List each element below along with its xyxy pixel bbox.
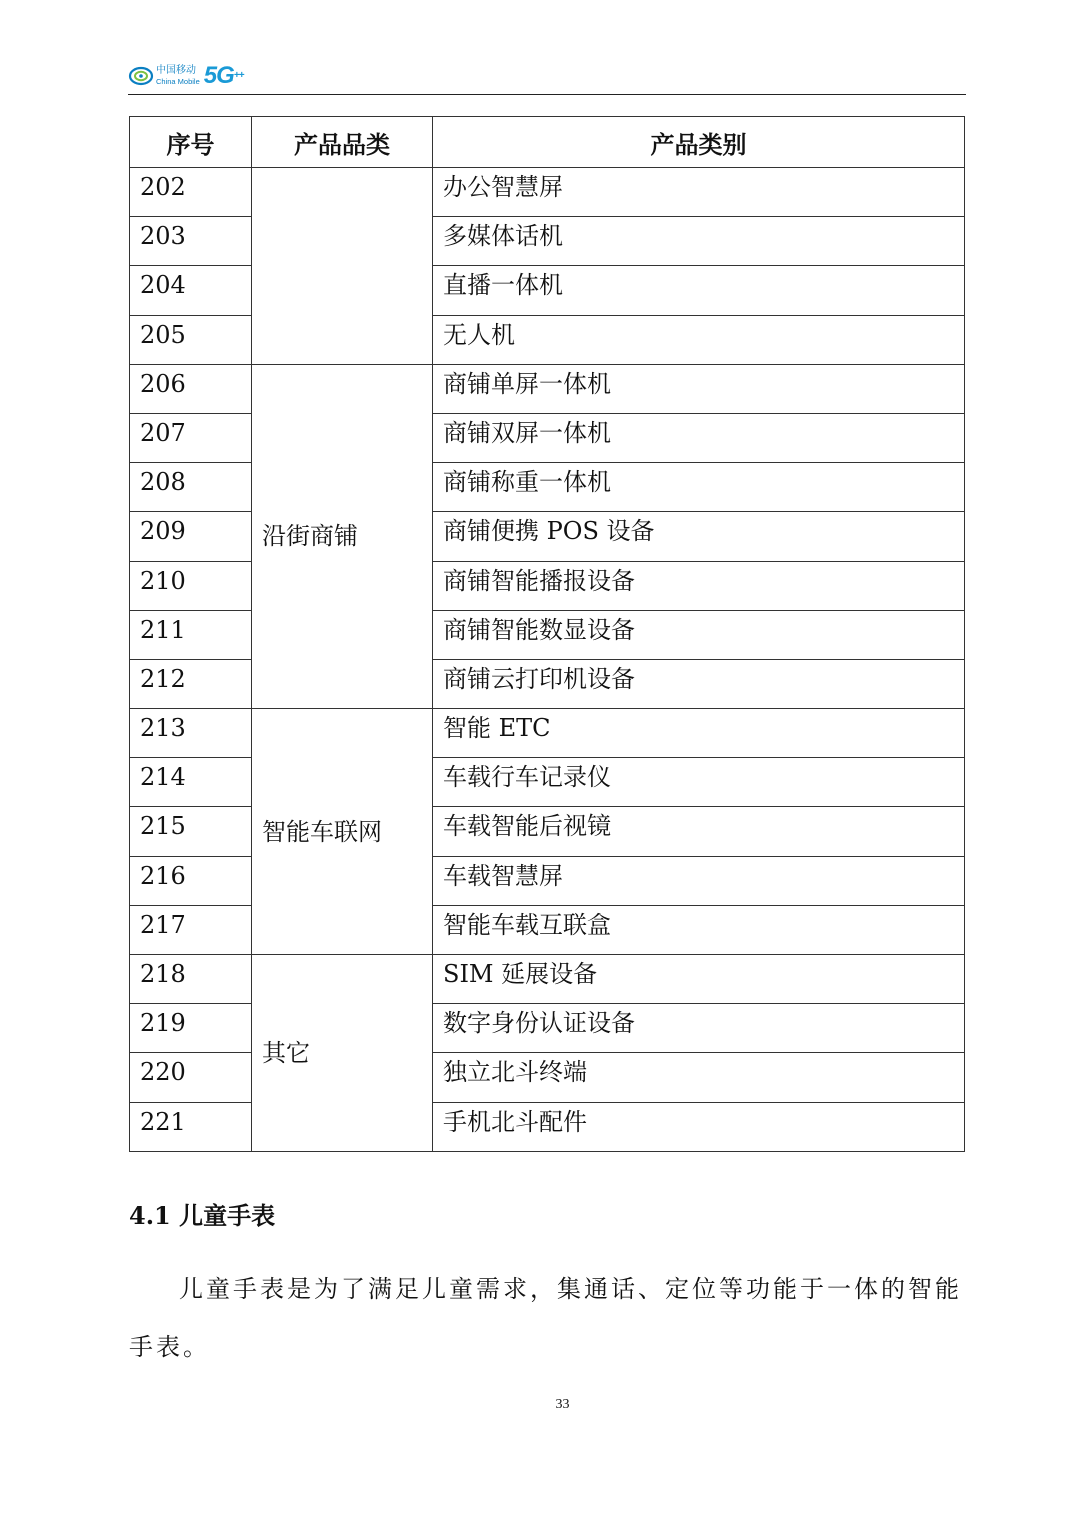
table-row [130, 955, 965, 1004]
product-type-cell: 办公智慧屏 [433, 168, 965, 217]
product-type-cell: 智能车载互联盒 [433, 905, 965, 954]
serial-number-cell: 207 [130, 413, 252, 462]
serial-number-cell: 204 [130, 266, 252, 315]
header-product-category: 产品品类 [252, 117, 433, 168]
product-type-cell: SIM 延展设备 [433, 955, 965, 1004]
serial-number-cell: 221 [130, 1102, 252, 1151]
logo-chinese-name: 中国移动 [156, 65, 196, 76]
product-type-cell: 商铺单屏一体机 [433, 364, 965, 413]
product-type-cell: 商铺智能数显设备 [433, 610, 965, 659]
product-type-cell: 独立北斗终端 [433, 1053, 965, 1102]
serial-number-cell: 217 [130, 905, 252, 954]
table-row [130, 364, 965, 413]
product-type-cell: 车载智能后视镜 [433, 807, 965, 856]
page-header [128, 58, 966, 95]
product-type-cell: 车载智慧屏 [433, 856, 965, 905]
product-type-cell: 直播一体机 [433, 266, 965, 315]
category-cell: 智能车联网 [252, 709, 433, 955]
section-paragraph: 儿童手表是为了满足儿童需求，集通话、定位等功能于一体的智能手表。 [129, 1275, 962, 1361]
product-type-cell: 商铺云打印机设备 [433, 659, 965, 708]
category-cell [252, 168, 433, 365]
category-cell: 其它 [252, 955, 433, 1152]
serial-number-cell: 203 [130, 217, 252, 266]
logo-5g-text: 5G [203, 62, 234, 89]
header-serial-number: 序号 [130, 117, 252, 168]
product-type-cell: 商铺智能播报设备 [433, 561, 965, 610]
serial-number-cell: 212 [130, 659, 252, 708]
product-table [129, 116, 965, 1152]
serial-number-cell: 208 [130, 463, 252, 512]
table-row [130, 709, 965, 758]
china-mobile-logo [128, 64, 243, 88]
product-type-cell: 多媒体话机 [433, 217, 965, 266]
serial-number-cell: 211 [130, 610, 252, 659]
serial-number-cell: 210 [130, 561, 252, 610]
product-type-cell: 商铺称重一体机 [433, 463, 965, 512]
serial-number-cell: 219 [130, 1004, 252, 1053]
product-type-cell: 商铺便携 POS 设备 [433, 512, 965, 561]
page-number: 33 [555, 1397, 570, 1412]
category-cell: 沿街商铺 [252, 364, 433, 708]
serial-number-cell: 209 [130, 512, 252, 561]
table-header-row [130, 117, 965, 168]
serial-number-cell: 215 [130, 807, 252, 856]
serial-number-cell: 218 [130, 955, 252, 1004]
product-type-cell: 车载行车记录仪 [433, 758, 965, 807]
logo-5g-mark [204, 64, 244, 88]
logo-plus-text: ++ [233, 70, 244, 81]
product-type-cell: 数字身份认证设备 [433, 1004, 965, 1053]
table-row [130, 168, 965, 217]
section-heading: 4.1 儿童手表 [129, 1201, 276, 1230]
serial-number-cell: 205 [130, 315, 252, 364]
product-type-cell: 智能 ETC [433, 709, 965, 758]
header-product-type: 产品类别 [433, 117, 965, 168]
serial-number-cell: 213 [130, 709, 252, 758]
serial-number-cell: 206 [130, 364, 252, 413]
product-type-cell: 手机北斗配件 [433, 1102, 965, 1151]
serial-number-cell: 220 [130, 1053, 252, 1102]
serial-number-cell: 216 [130, 856, 252, 905]
product-type-cell: 无人机 [433, 315, 965, 364]
serial-number-cell: 214 [130, 758, 252, 807]
product-type-cell: 商铺双屏一体机 [433, 413, 965, 462]
serial-number-cell: 202 [130, 168, 252, 217]
china-mobile-swirl-icon [128, 65, 154, 87]
logo-english-name: China Mobile [156, 77, 200, 86]
